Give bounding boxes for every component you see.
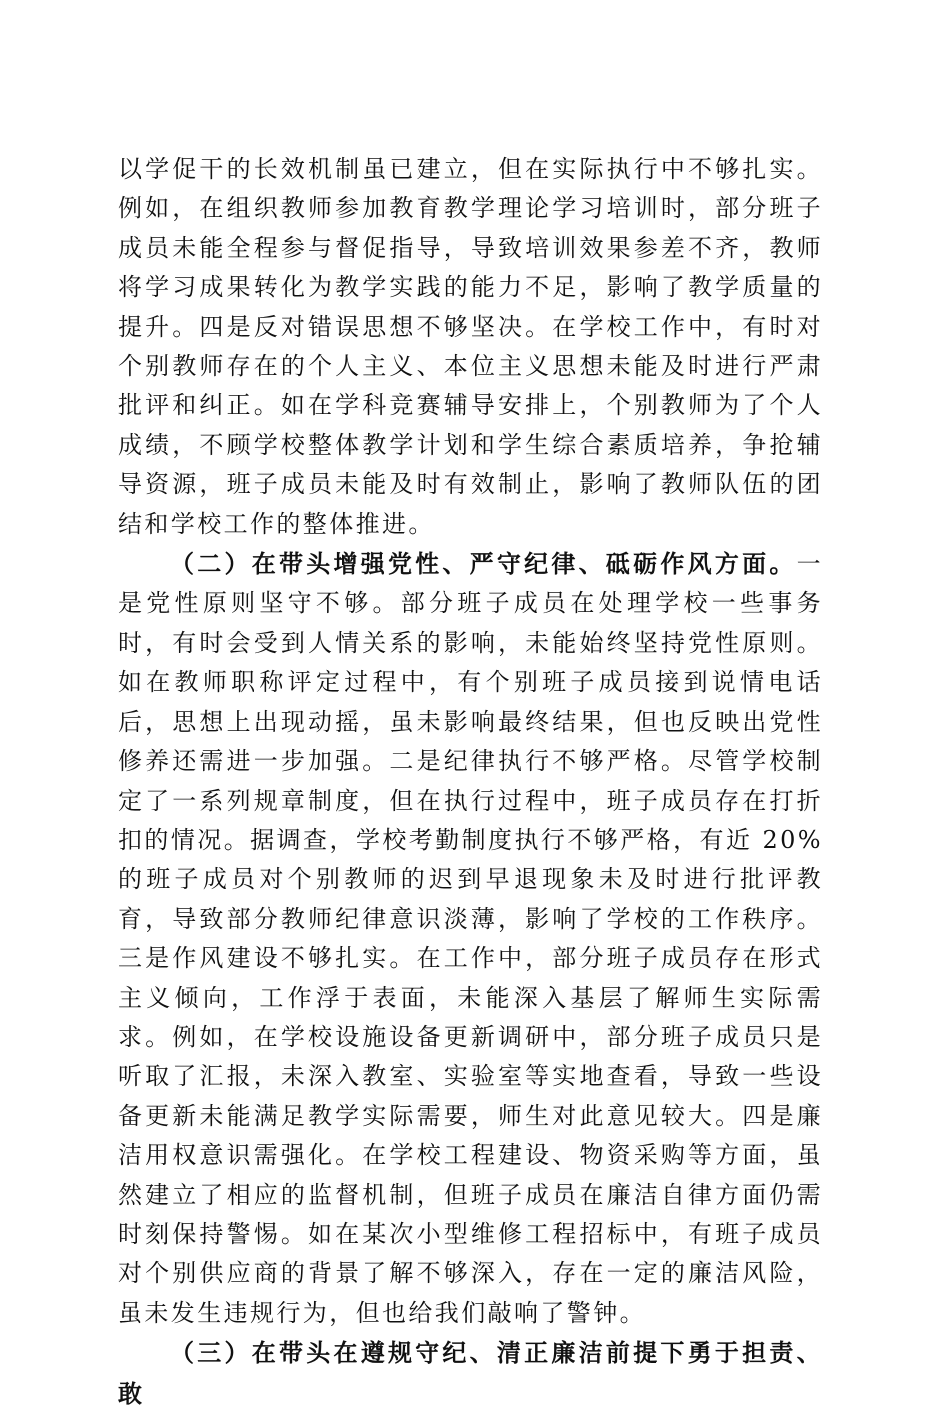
document-body (118, 150, 823, 1414)
paragraph-2 (118, 544, 823, 1333)
paragraph-1 (118, 150, 823, 544)
section-heading-2: （二）在带头增强党性、严守纪律、砥砺作风方面。 (170, 549, 797, 579)
paragraph-1-text: 以学促干的长效机制虽已建立，但在实际执行中不够扎实。例如，在组织教师参加教育教学理论学习培训时，部分班子成员未能全程参与督促指导，导致培训效果参差不齐，教师将学习成果转化为教学实践的能力不足，影响了教学质量的提升。四是反对错误思想不够坚决。在学校工作中，有时对个别教师存在的个人主义、本位主义思想未能及时进行严肃批评和纠正。如在学科竞赛辅导安排上，个别教师为了个人成绩，不顾学校整体教学计划和学生综合素质培养，争抢辅导资源，班子成员未能及时有效制止，影响了教师队伍的团结和学校工作的整体推进。 (118, 155, 823, 538)
paragraph-2-text: 一是党性原则坚守不够。部分班子成员在处理学校一些事务时，有时会受到人情关系的影响，未能始终坚持党性原则。如在教师职称评定过程中，有个别班子成员接到说情电话后，思想上出现动摇，虽未影响最终结果，但也反映出党性修养还需进一步加强。二是纪律执行不够严格。尽管学校制定了一系列规章制度，但在执行过程中，班子成员存在打折扣的情况。据调查，学校考勤制度执行不够严格，有近 20%的班子成员对个别教师的迟到早退现象未及时进行批评教育，导致部分教师纪律意识淡薄，影响了学校的工作秩序。三是作风建设不够扎实。在工作中，部分班子成员存在形式主义倾向，工作浮于表面，未能深入基层了解师生实际需求。例如，在学校设施设备更新调研中，部分班子成员只是听取了汇报，未深入教室、实验室等实地查看，导致一些设备更新未能满足教学实际需要，师生对此意见较大。四是廉洁用权意识需强化。在学校工程建设、物资采购等方面，虽然建立了相应的监督机制，但班子成员在廉洁自律方面仍需时刻保持警惕。如在某次小型维修工程招标中，有班子成员对个别供应商的背景了解不够深入，存在一定的廉洁风险，虽未发生违规行为，但也给我们敲响了警钟。 (118, 550, 823, 1327)
paragraph-3 (118, 1333, 823, 1414)
section-heading-3: （三）在带头在遵规守纪、清正廉洁前提下勇于担责、敢 (118, 1338, 823, 1408)
